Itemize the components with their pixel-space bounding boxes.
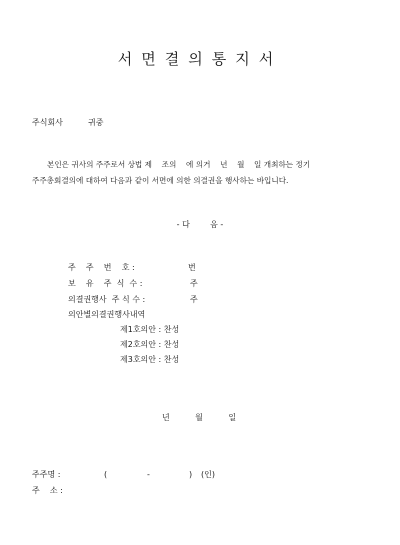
voting-shares-unit: 주 [190,295,198,304]
id-paren-close: ) [189,470,193,479]
document-title: 서면결의통지서 [117,50,283,68]
id-paren-open: ( [104,470,108,479]
shares-held-unit: 주 [190,279,198,288]
body-line-2: 주주총회결의에 대하여 다음과 같이 서면에 의한 의결권을 행사하는 바입니다. [32,176,289,185]
agenda-item: 제2호의안 : 찬성 [120,340,180,349]
recipient-company: 주식회사 [32,118,63,127]
agenda-item: 제1호의안 : 찬성 [120,325,180,334]
shareholder-number-label: 주 주 번 호 : [68,263,135,272]
seal-mark: (인) [201,470,215,479]
body-line-1: 본인은 귀사의 주주로서 상법 제 조의 에 의거 년 월 일 개최하는 정기 [47,160,311,169]
address-label: 주 소 : [32,486,63,495]
shares-held-label: 보 유 주 식 수 : [68,279,143,288]
recipient-honorific: 귀중 [88,118,104,127]
per-agenda-label: 의안별의결권행사내역 [68,310,146,319]
id-dash: - [147,470,150,479]
voting-shares-label: 의결권행사 주 식 수 : [68,295,146,304]
agenda-item: 제3호의안 : 찬성 [120,355,180,364]
shareholder-name-label: 주주명 : [32,470,61,479]
notice-heading: - 다 음 - [176,220,224,229]
date-line: 년 월 일 [162,413,237,422]
shareholder-number-unit: 번 [188,263,196,272]
